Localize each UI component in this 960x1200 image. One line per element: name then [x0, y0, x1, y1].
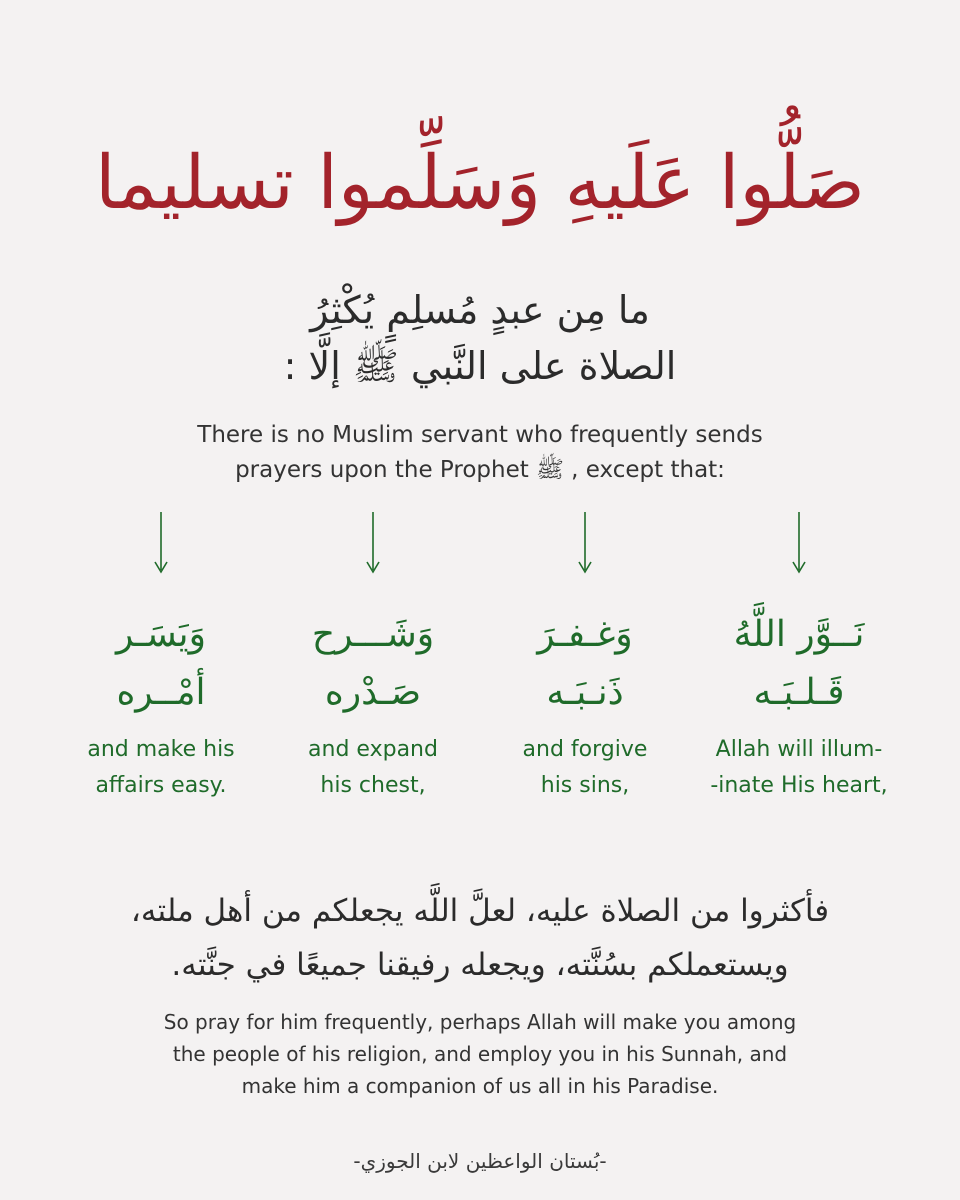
virtue-arabic-line: قَـلـبَـه — [753, 672, 845, 713]
virtue-arabic — [692, 606, 906, 722]
arrow-down-icon — [54, 508, 268, 578]
virtue-english-line: -inate His heart, — [710, 773, 888, 798]
closing-english — [0, 1006, 960, 1102]
virtue-arabic-line: نَــوَّر اللَّهُ — [733, 614, 865, 655]
virtue-arabic-line: وَيَسَـر — [116, 614, 206, 655]
virtue-arabic-line: أمْــره — [116, 672, 206, 713]
closing-english-line: So pray for him frequently, perhaps Allah will make you among — [163, 1010, 797, 1034]
virtue-english-line: and forgive — [522, 737, 648, 762]
arrow-down-icon — [692, 508, 906, 578]
virtue-english-line: his sins, — [540, 773, 630, 798]
virtue-arabic — [54, 606, 268, 722]
closing-arabic — [0, 884, 960, 992]
virtues-columns — [0, 508, 960, 808]
closing-arabic-line: فأكثروا من الصلاة عليه، لعلَّ اللَّه يجعلكم من أهل ملته، — [130, 893, 830, 929]
virtue-arabic-line: صَـدْره — [324, 672, 422, 713]
intro-arabic — [0, 282, 960, 394]
virtue-arabic — [266, 606, 480, 722]
closing-english-line: the people of his religion, and employ you in his Sunnah, and — [172, 1042, 788, 1066]
arrow-down-icon — [478, 508, 692, 578]
intro-arabic-line: الصلاة على النَّبي ﷺ إلَّا : — [283, 344, 677, 388]
virtue-arabic — [478, 606, 692, 722]
page-title: صَلُّوا عَلَيهِ وَسَلِّموا تسليما — [95, 140, 865, 226]
virtue-english — [692, 732, 906, 804]
virtue-english-line: his chest, — [320, 773, 426, 798]
virtue-english-line: and make his — [87, 737, 235, 762]
intro-english-line: There is no Muslim servant who frequently sends — [197, 422, 763, 448]
virtue-english-line: affairs easy. — [95, 773, 227, 798]
virtue-arabic-line: وَغـفـرَ — [537, 614, 633, 655]
virtue-column-chest — [266, 508, 480, 804]
virtue-english-line: and expand — [308, 737, 438, 762]
closing-english-line: make him a companion of us all in his Paradise. — [241, 1074, 719, 1098]
virtue-column-heart — [692, 508, 906, 804]
intro-arabic-line: ما مِن عبدٍ مُسلِمٍ يُكْثِرُ — [310, 288, 650, 332]
virtue-arabic-line: وَشَـــرح — [311, 614, 435, 655]
intro-english — [0, 418, 960, 488]
source-citation: -بُستان الواعظين لابن الجوزي- — [353, 1149, 607, 1173]
arrow-down-icon — [266, 508, 480, 578]
virtue-column-affairs — [54, 508, 268, 804]
intro-english-line: prayers upon the Prophet ﷺ , except that: — [235, 457, 725, 483]
virtue-english-line: Allah will illum- — [715, 737, 883, 762]
virtue-english — [266, 732, 480, 804]
virtue-english — [478, 732, 692, 804]
virtue-arabic-line: ذَنـبَـه — [546, 672, 624, 713]
virtue-column-sins — [478, 508, 692, 804]
closing-arabic-line: ويستعملكم بسُنَّته، ويجعله رفيقنا جميعًا في جنَّته. — [171, 947, 789, 983]
virtue-english — [54, 732, 268, 804]
